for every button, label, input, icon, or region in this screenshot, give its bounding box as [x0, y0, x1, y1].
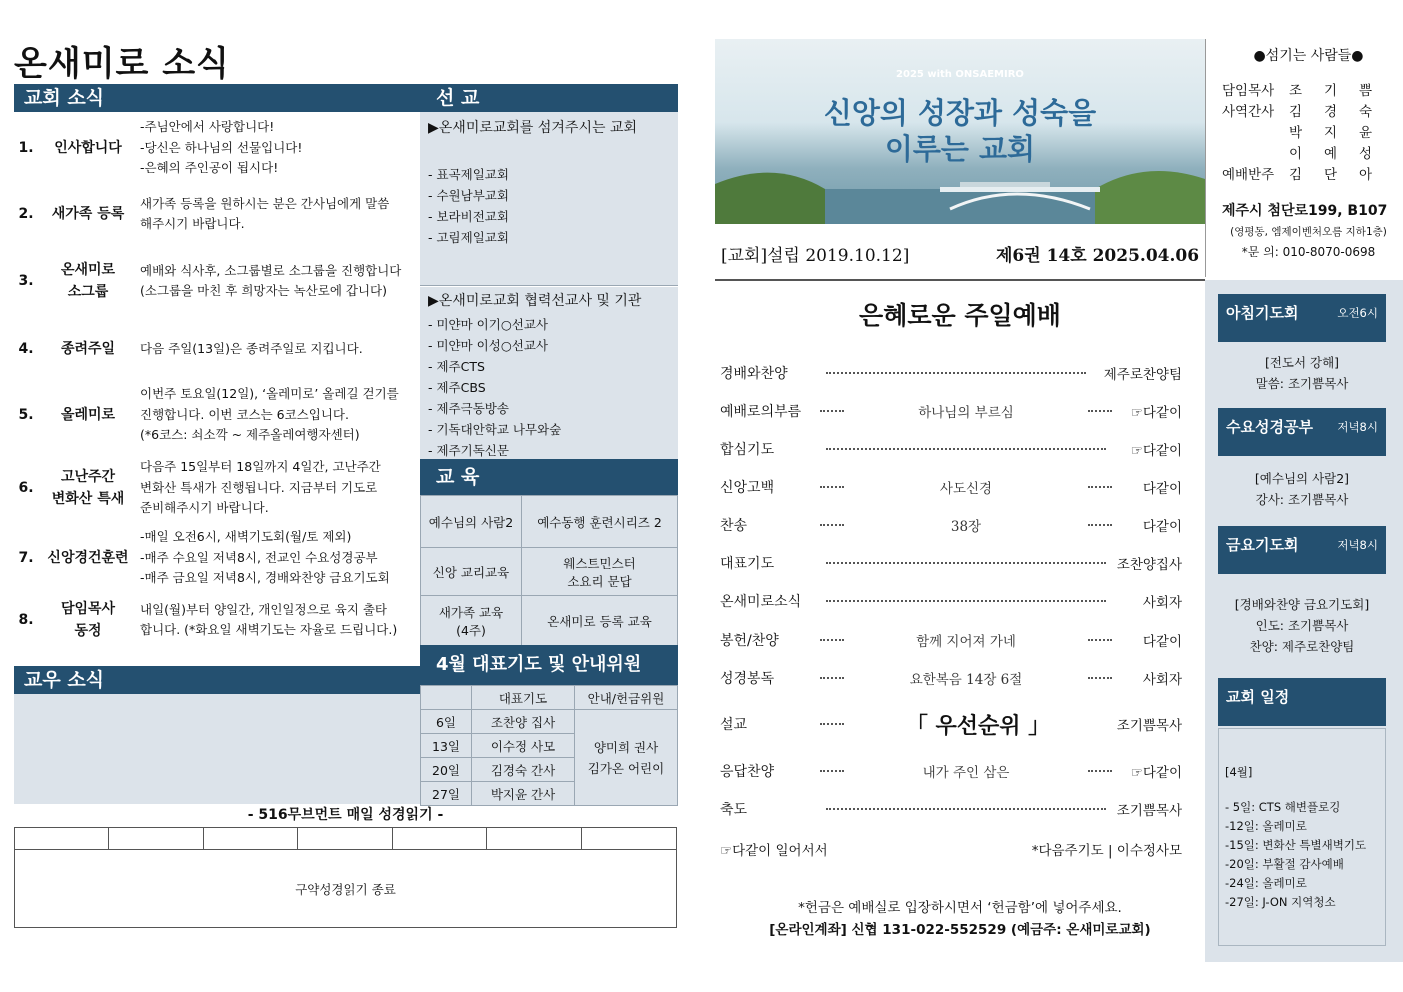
order-content: 사도신경: [939, 481, 993, 497]
order-leader: 조찬양집사: [1116, 557, 1182, 573]
order-content: 「 우선순위 」: [905, 712, 1051, 739]
order-content: 38장: [950, 519, 982, 535]
news-number: 4.: [18, 341, 34, 357]
schedule-item: -20일: 부활절 감사예배: [1225, 857, 1344, 871]
april-prayer-header: 4월 대표기도 및 안내위원: [420, 645, 678, 685]
order-leader-dots: [826, 808, 1106, 810]
order-leader-dots: [820, 639, 844, 641]
order-content: 내가 주인 삼은: [922, 765, 1010, 781]
staff-name-char: 지: [1324, 125, 1338, 141]
worship-order-item: [720, 513, 1182, 537]
order-leader: ☞다같이: [1130, 405, 1182, 421]
prayer-name: 이수정 사모: [472, 734, 575, 758]
friday-prayer-time: 저녁8시: [1337, 538, 1378, 552]
news-line: 이번주 토요일(12일), ‘올레미로’ 올레길 걷기를: [140, 386, 399, 402]
order-label: 온새미로소식: [720, 594, 802, 610]
morning-prayer-body: [1218, 342, 1386, 406]
news-body: [138, 527, 420, 589]
friday-prayer-box: [1218, 526, 1386, 678]
side-line: 찬양: 제주로찬양팀: [1249, 639, 1355, 654]
side-line: [전도서 강해]: [1264, 355, 1340, 370]
prayer-table: [420, 685, 678, 806]
news-number: 2.: [18, 206, 34, 222]
education-row: [421, 548, 678, 596]
worship-order-item: [720, 399, 1182, 423]
founded-date: [교회]설립 2019.10.12]: [721, 246, 910, 266]
page-title: 온새미로 소식: [14, 44, 230, 84]
news-line: -매일 오전6시, 새벽기도회(월/토 제외): [140, 529, 352, 545]
schedule-month: [4월]: [1225, 765, 1253, 779]
staff-name-char: 경: [1324, 104, 1338, 120]
education-desc: 웨스트민스터 소요리 문답: [522, 548, 678, 596]
news-body: [138, 600, 420, 641]
schedule-box: [1218, 678, 1386, 946]
banner-top: 2025 with ONSAEMIRO: [896, 69, 1024, 80]
reading-title: - 516무브먼트 매일 성경읽기 -: [247, 807, 444, 823]
morning-prayer-header: [1218, 294, 1386, 342]
side-line: 말씀: 조기쁨목사: [1255, 376, 1349, 391]
order-content: 요한복음 14장 6절: [909, 672, 1023, 688]
side-line: [경배와찬양 금요기도회]: [1234, 597, 1370, 612]
staff-name-char: 이: [1289, 146, 1303, 162]
reading-table: [14, 827, 677, 928]
news-item: [14, 244, 420, 318]
morning-prayer-time: 오전6시: [1337, 306, 1378, 320]
order-leader: 다같이: [1142, 481, 1182, 497]
staff-role: 예배반주: [1222, 167, 1275, 183]
education-table: [420, 495, 678, 646]
prayer-date: 20일: [421, 758, 472, 782]
staff-name-char: 김: [1289, 104, 1303, 120]
news-title: 올레미로: [60, 407, 116, 423]
news-body: [138, 194, 420, 235]
staff-name-char: 단: [1324, 167, 1338, 183]
news-item: [14, 450, 420, 526]
church-news-list: [14, 112, 420, 664]
church-phone: *문 의: 010-8070-0698: [1241, 245, 1376, 259]
order-leader: 사회자: [1142, 672, 1182, 688]
prayer-date: 6일: [421, 710, 472, 734]
news-line: -은혜의 주인공이 됩시다!: [140, 160, 279, 176]
staff-name-char: 기: [1324, 83, 1338, 99]
church-news-header: 교회 소식: [14, 84, 420, 112]
prayer-header-cell: [421, 686, 472, 710]
next-prayer: *다음주기도 | 이수정사모: [1031, 843, 1182, 859]
prayer-date: 27일: [421, 782, 472, 806]
order-label: 성경봉독: [720, 671, 775, 687]
order-label: 응답찬양: [720, 764, 775, 780]
staff-role: 담임목사: [1222, 83, 1275, 99]
reading-cell: [487, 828, 581, 850]
order-leader-dots: [820, 410, 844, 412]
worship-order-item: [720, 797, 1182, 821]
reading-cell: [298, 828, 392, 850]
schedule-item: -24일: 올레미로: [1225, 876, 1307, 890]
staff-name-char: 윤: [1359, 125, 1373, 141]
order-label: 봉헌/찬양: [720, 633, 779, 649]
order-label: 설교: [720, 717, 748, 733]
friday-prayer-title: 금요기도회: [1226, 536, 1299, 554]
staff-name-char: 박: [1289, 125, 1303, 141]
schedule-item: -12일: 올레미로: [1225, 819, 1307, 833]
staff-row: [1222, 81, 1395, 102]
morning-prayer-title: 아침기도회: [1226, 304, 1299, 322]
prayer-row: [421, 710, 678, 734]
prayer-ushers: 양미희 권사 김가온 어린이: [575, 710, 678, 806]
wednesday-study-title: 수요성경공부: [1226, 418, 1313, 436]
prayer-header-row: [421, 686, 678, 710]
mission-church: - 표곡제일교회: [428, 167, 509, 182]
order-leader: 다같이: [1142, 519, 1182, 535]
banner-line1: 신앙의 성장과 성숙을: [823, 96, 1097, 130]
education-desc: 예수동행 훈련시리즈 2: [522, 496, 678, 548]
mission-churches-heading: ▶온새미로교회를 섬겨주시는 교회: [428, 120, 638, 136]
order-leader-dots: [826, 600, 1106, 602]
staff-name-char: 아: [1359, 167, 1373, 183]
mission-church: - 고림제일교회: [428, 230, 509, 245]
worship-order-item: [720, 712, 1182, 739]
news-title: 온새미로 소그룹: [60, 262, 116, 300]
church-address-detail: (영평동, 엠제이벤처오름 지하1층): [1230, 226, 1387, 238]
wednesday-study-body: [1218, 456, 1386, 526]
worship-order-item: [720, 759, 1182, 783]
side-line: 인도: 조기쁨목사: [1255, 618, 1349, 633]
worship-order-item: [720, 437, 1182, 461]
news-title: 고난주간 변화산 특새: [51, 469, 125, 507]
news-item: [14, 526, 420, 590]
order-leader-dots: [826, 372, 1086, 374]
reading-cell: [203, 828, 297, 850]
order-label: 신앙고백: [720, 480, 775, 496]
reading-cell: [109, 828, 203, 850]
member-news-body: [14, 694, 420, 804]
worship-order-item: [720, 361, 1182, 385]
order-leader-dots: [820, 524, 844, 526]
reading-cell: [581, 828, 676, 850]
news-line: 해주시기 바랍니다.: [140, 216, 245, 231]
news-number: 7.: [18, 550, 34, 566]
staff-role: [1222, 144, 1289, 165]
order-label: 대표기도: [720, 556, 775, 572]
news-line: 예배와 식사후, 소그룹별로 소그룹을 진행합니다: [140, 262, 402, 278]
staff-box: [1205, 39, 1403, 277]
mission-header: 선 교: [420, 84, 678, 112]
education-course: 새가족 교육 (4주): [421, 596, 522, 646]
schedule-header: [1218, 678, 1386, 726]
order-leader-dots: [1088, 486, 1112, 488]
reading-body: 구약성경읽기 종료: [15, 850, 677, 928]
side-line: [예수님의 사람2]: [1254, 471, 1350, 486]
wednesday-study-header: [1218, 408, 1386, 456]
schedule-list: [1225, 798, 1379, 912]
mission-partners: [420, 287, 678, 459]
mission-partners-heading: ▶온새미로교회 협력선교사 및 기관: [428, 293, 642, 309]
news-item: [14, 380, 420, 450]
mission-partner: - 미얀마 이성○선교사: [428, 338, 548, 353]
order-label: 찬송: [720, 518, 748, 534]
order-label: 합심기도: [720, 442, 775, 458]
news-item: [14, 184, 420, 244]
news-line: 다음 주일(13일)은 종려주일로 지킵니다.: [140, 340, 363, 356]
worship-title: 은혜로운 주일예배: [859, 301, 1061, 330]
stand-note: ☞다같이 일어서서: [720, 843, 828, 859]
order-leader: 조기쁨목사: [1116, 718, 1182, 734]
morning-prayer-box: [1218, 294, 1386, 406]
news-number: 5.: [18, 407, 34, 423]
staff-name-char: 성: [1359, 146, 1373, 162]
mission-partner-list: [428, 314, 670, 461]
news-body: [138, 117, 420, 179]
worship-order-item: [720, 475, 1182, 499]
education-course: 예수님의 사람2: [421, 496, 522, 548]
education-desc: 온새미로 등록 교육: [522, 596, 678, 646]
order-leader: 사회자: [1142, 595, 1182, 611]
prayer-name: 조찬양 집사: [472, 710, 575, 734]
staff-row: [1222, 102, 1395, 123]
order-leader: ☞다같이: [1130, 443, 1182, 459]
wednesday-study-time: 저녁8시: [1337, 420, 1378, 434]
mission-churches: [420, 112, 678, 286]
order-leader-dots: [820, 723, 844, 725]
issue-number: 제6권 14호 2025.04.06: [996, 246, 1200, 266]
staff-name-char: 예: [1324, 146, 1338, 162]
staff-list: [1222, 81, 1395, 186]
reading-cell: [392, 828, 486, 850]
news-number: 1.: [18, 140, 34, 156]
news-line: (*6코스: 쇠소깍 ~ 제주올레여행자센터): [140, 427, 360, 443]
news-line: 진행합니다. 이번 코스는 6코스입니다.: [140, 406, 349, 422]
news-item: [14, 590, 420, 650]
church-address: 제주시 첨단로199, B107: [1222, 203, 1388, 219]
order-leader: 다같이: [1142, 634, 1182, 650]
order-content: 하나님의 부르심: [918, 405, 1014, 421]
news-body: [138, 261, 420, 302]
education-course: 신앙 교리교육: [421, 548, 522, 596]
prayer-name: 박지윤 간사: [472, 782, 575, 806]
order-leader-dots: [826, 448, 1106, 450]
mission-partner: - 미얀마 이기○선교사: [428, 317, 548, 332]
news-line: -매주 금요일 저녁8시, 경배와찬양 금요기도회: [140, 570, 390, 586]
news-title: 인사합니다: [54, 140, 122, 156]
order-leader-dots: [1088, 524, 1112, 526]
banner-image: [715, 39, 1205, 224]
prayer-name: 김경숙 간사: [472, 758, 575, 782]
news-title: 종려주일: [60, 341, 116, 357]
prayer-date: 13일: [421, 734, 472, 758]
news-line: 내일(월)부터 양일간, 개인일정으로 육지 출타: [140, 601, 387, 617]
friday-prayer-header: [1218, 526, 1386, 574]
order-leader-dots: [1088, 410, 1112, 412]
mission-partner: - 제주극동방송: [428, 401, 509, 416]
news-line: -매주 수요일 저녁8시, 전교인 수요성경공부: [140, 549, 378, 565]
news-number: 3.: [18, 273, 34, 289]
staff-title: ●섬기는 사람들●: [1253, 48, 1364, 64]
order-leader-dots: [820, 770, 844, 772]
member-news-header: 교우 소식: [14, 666, 420, 694]
schedule-title: 교회 일정: [1226, 688, 1290, 706]
news-title: 새가족 등록: [51, 206, 125, 222]
education-row: [421, 496, 678, 548]
mission-church: - 수원남부교회: [428, 188, 509, 203]
news-line: 합니다. (*화요일 새벽기도는 자율로 드립니다.): [140, 622, 398, 637]
mission-partner: - 제주CTS: [428, 359, 485, 374]
order-label: 예배로의부름: [720, 404, 802, 420]
online-account: [온라인계좌] 신협 131-022-552529 (예금주: 온새미로교회): [769, 922, 1151, 938]
mission-partner: - 제주기독신문: [428, 443, 509, 458]
worship-order-item: [720, 551, 1182, 575]
offering-note: *헌금은 예배실로 입장하시면서 ‘헌금함’에 넣어주세요.: [798, 900, 1122, 916]
order-leader-dots: [1088, 677, 1112, 679]
order-leader-dots: [820, 677, 844, 679]
order-leader: 제주로찬양팀: [1103, 367, 1182, 383]
news-body: [138, 384, 420, 446]
news-line: 준비해주시기 바랍니다.: [140, 500, 269, 516]
education-header: 교 육: [420, 459, 678, 495]
news-line: 새가족 등록을 원하시는 분은 간사님에게 말씀: [140, 195, 390, 211]
news-line: (소그룹을 마친 후 희망자는 녹산로에 갑니다): [140, 283, 387, 298]
schedule-item: -15일: 변화산 특별새벽기도: [1225, 838, 1367, 852]
news-line: 다음주 15일부터 18일까지 4일간, 고난주간: [140, 459, 381, 475]
friday-prayer-body: [1218, 574, 1386, 678]
staff-name-char: 조: [1289, 83, 1303, 99]
staff-name-char: 숙: [1359, 104, 1373, 120]
reading-cell: [15, 828, 109, 850]
schedule-body: [1218, 728, 1386, 946]
divider: [715, 279, 1205, 281]
schedule-item: - 5일: CTS 해변플로깅: [1225, 800, 1341, 814]
staff-row: [1222, 123, 1395, 144]
prayer-header-cell: 대표기도: [472, 686, 575, 710]
staff-row: [1222, 144, 1395, 165]
schedule-item: -27일: J-ON 지역청소: [1225, 895, 1336, 909]
news-line: 변화산 특새가 진행됩니다. 지금부터 기도로: [140, 479, 378, 495]
news-line: -주님안에서 사랑합니다!: [140, 119, 275, 135]
order-leader-dots: [826, 562, 1106, 564]
staff-role: 사역간사: [1222, 104, 1275, 120]
order-leader: ☞다같이: [1130, 765, 1182, 781]
order-label: 축도: [720, 802, 748, 818]
news-number: 6.: [18, 480, 34, 496]
mission-partner: - 제주CBS: [428, 380, 486, 395]
prayer-header-cell: 안내/헌금위원: [575, 686, 678, 710]
news-body: [138, 457, 420, 519]
order-leader: 조기쁨목사: [1116, 803, 1182, 819]
side-line: 강사: 조기쁨목사: [1255, 492, 1349, 507]
mission-partner: - 기독대안학교 나무와숲: [428, 422, 562, 437]
order-leader-dots: [1088, 770, 1112, 772]
news-item: [14, 112, 420, 184]
worship-order-item: [720, 666, 1182, 690]
education-row: [421, 596, 678, 646]
news-number: 8.: [18, 612, 34, 628]
news-line: -당신은 하나님의 선물입니다!: [140, 139, 303, 155]
news-title: 신앙경건훈련: [47, 550, 129, 566]
order-label: 경배와찬양: [720, 366, 788, 382]
order-content: 함께 지어져 가네: [916, 634, 1016, 650]
mission-church: - 보라비전교회: [428, 209, 509, 224]
news-body: [138, 339, 420, 360]
banner-line2: 이루는 교회: [884, 132, 1036, 166]
wednesday-study-box: [1218, 408, 1386, 526]
order-leader-dots: [1088, 639, 1112, 641]
staff-row: [1222, 165, 1395, 186]
news-item: [14, 318, 420, 380]
worship-order-item: [720, 628, 1182, 652]
staff-role: [1222, 123, 1289, 144]
mission-church-list: [428, 164, 670, 248]
news-title: 담임목사 동정: [60, 601, 116, 639]
staff-name-char: 김: [1289, 167, 1303, 183]
worship-order-item: [720, 589, 1182, 613]
staff-name-char: 쁨: [1359, 83, 1373, 99]
order-leader-dots: [820, 486, 844, 488]
